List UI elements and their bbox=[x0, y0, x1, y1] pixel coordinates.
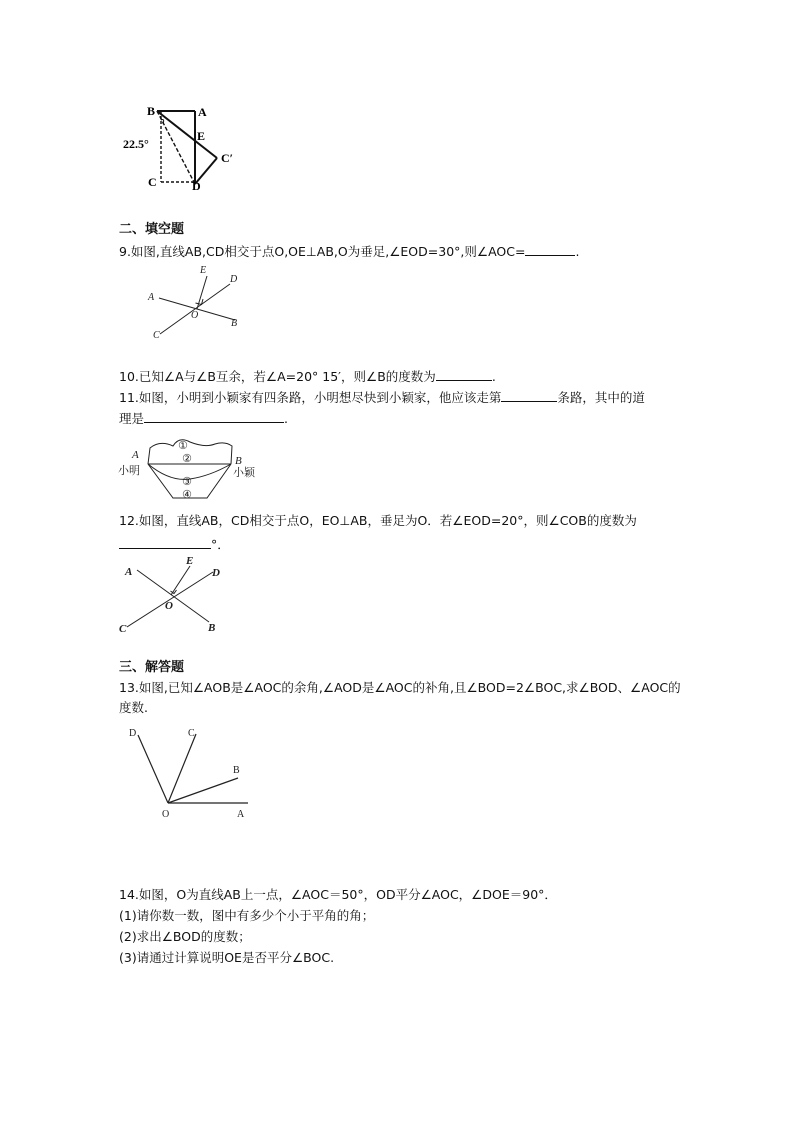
answer-blank bbox=[525, 243, 575, 256]
q13-figure bbox=[120, 722, 260, 822]
label-B: B bbox=[147, 104, 156, 118]
label-C: C bbox=[148, 175, 157, 189]
answer-blank bbox=[501, 389, 557, 402]
angle-label: 22.5° bbox=[123, 137, 149, 151]
question-13-line2: 度数. bbox=[119, 700, 148, 715]
q13-label-D: D bbox=[129, 728, 137, 739]
q9-label-C: C bbox=[153, 330, 160, 340]
answer-blank bbox=[144, 410, 284, 423]
answer-blank bbox=[436, 368, 492, 381]
q11-label-B: B bbox=[235, 455, 242, 467]
q13-label-B: B bbox=[233, 765, 240, 776]
q12-label-D: D bbox=[212, 567, 220, 579]
question-12-text: 12.如图，直线AB，CD相交于点O，EO⊥AB，垂足为O．若∠EOD=20°，则∠COB的度数为 bbox=[119, 513, 637, 528]
answer-blank bbox=[119, 536, 211, 549]
question-11-line2: 理是 . bbox=[119, 411, 288, 426]
q12-figure bbox=[115, 554, 230, 636]
question-14-line1 bbox=[119, 887, 557, 903]
question-13-text: 13.如图,已知∠AOB是∠AOC的余角,∠AOD是∠AOC的补角,且∠BOD=2∠BOC,求∠BOD、∠AOC的 bbox=[119, 680, 681, 695]
question-9-text: 9.如图,直线AB,CD相交于点O,OE⊥AB,O为垂足,∠EOD=30°,则∠AOC= bbox=[119, 244, 526, 259]
label-D: D bbox=[192, 179, 201, 193]
q11-label-xiaoming: 小明 bbox=[118, 464, 140, 477]
route-4-label: ④ bbox=[182, 488, 192, 501]
fold-figure bbox=[115, 100, 245, 196]
route-3-label: ③ bbox=[182, 475, 192, 488]
question-11-text: 11.如图，小明到小颖家有四条路，小明想尽快到小颖家，他应该走第 bbox=[119, 390, 502, 405]
label-C-prime: C′ bbox=[221, 151, 234, 165]
q11-label-A: A bbox=[132, 449, 139, 461]
q11-label-xiaoying: 小颖 bbox=[233, 466, 255, 479]
q13-label-C: C bbox=[188, 728, 195, 739]
q9-label-O: O bbox=[191, 310, 199, 321]
question-14-part3: (3)请通过计算说明OE是否平分∠BOC. bbox=[119, 950, 335, 965]
question-10: 10.已知∠A与∠B互余，若∠A=20° 15′，则∠B的度数为 . bbox=[119, 369, 496, 384]
question-10-text: 10.已知∠A与∠B互余，若∠A=20° 15′，则∠B的度数为 bbox=[119, 369, 436, 384]
q12-label-O: O bbox=[165, 600, 173, 612]
route-1-label: ① bbox=[178, 439, 188, 452]
q13-label-A: A bbox=[237, 809, 245, 820]
q12-label-E: E bbox=[186, 555, 194, 567]
label-A: A bbox=[198, 105, 207, 119]
question-9: 9.如图,直线AB,CD相交于点O,OE⊥AB,O为垂足,∠EOD=30°,则∠AOC= . bbox=[119, 244, 580, 259]
q9-label-D: D bbox=[230, 274, 238, 285]
q9-label-A: A bbox=[148, 292, 155, 303]
q12-label-A: A bbox=[125, 566, 133, 578]
question-12-line2: °． bbox=[119, 536, 230, 553]
question-12-line1 bbox=[119, 513, 637, 529]
label-E: E bbox=[197, 129, 206, 143]
q9-label-B: B bbox=[231, 318, 238, 329]
question-14-part1: (1)请你数一数，图中有多少个小于平角的角； bbox=[119, 908, 375, 923]
q9-figure bbox=[145, 262, 260, 340]
question-14-text: 14.如图，O为直线AB上一点，∠AOC＝50°，OD平分∠AOC，∠DOE＝90°． bbox=[119, 887, 557, 902]
q11-figure bbox=[115, 432, 265, 504]
route-2-label: ② bbox=[182, 452, 192, 465]
q13-label-O: O bbox=[162, 809, 170, 820]
section-title-solve: 三、解答题 bbox=[119, 660, 185, 675]
q12-label-C: C bbox=[119, 623, 127, 635]
section-title-fill-in: 二、填空题 bbox=[119, 222, 185, 237]
q12-label-B: B bbox=[208, 622, 216, 634]
q9-label-E: E bbox=[200, 265, 207, 276]
question-14-part2: (2)求出∠BOD的度数； bbox=[119, 929, 251, 944]
question-11-line1: 11.如图，小明到小颖家有四条路，小明想尽快到小颖家，他应该走第 条路，其中的道 bbox=[119, 390, 645, 405]
question-13-line1 bbox=[119, 680, 681, 696]
